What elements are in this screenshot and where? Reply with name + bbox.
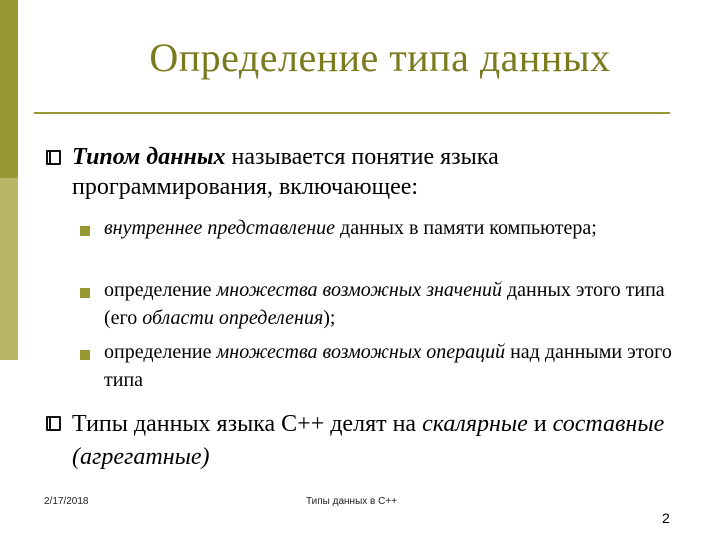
sub-bullet-icon	[80, 288, 90, 298]
sub-bullet-icon	[80, 350, 90, 360]
left-accent-bar-middle	[0, 178, 18, 360]
title-underline	[34, 112, 670, 114]
footer-title: Типы данных в C++	[306, 496, 398, 507]
page-number: 2	[662, 510, 670, 526]
footer-date: 2/17/2018	[44, 496, 89, 507]
bullet-box-icon	[46, 416, 61, 431]
slide-title: Определение типа данных	[149, 35, 611, 80]
bullet-definition	[72, 142, 682, 202]
definition-text: называется понятие языка программирования, включающее:	[72, 144, 499, 200]
sub-item-operations: определение множества возможных операций над данными этого типа	[104, 341, 672, 391]
left-accent-bar-top	[0, 0, 18, 178]
sub-item-values: определение множества возможных значений данных этого типа (его области определения);	[104, 279, 665, 329]
sub-bullet-icon	[80, 226, 90, 236]
bullet-box-icon	[46, 150, 61, 165]
term-data-type: Типом данных	[72, 144, 226, 170]
sub-item-representation: внутреннее представление данных в памяти компьютера;	[104, 217, 597, 239]
bullet-type-kinds: Типы данных языка C++ делят на скалярные и составные (агрегатные)	[72, 411, 665, 470]
